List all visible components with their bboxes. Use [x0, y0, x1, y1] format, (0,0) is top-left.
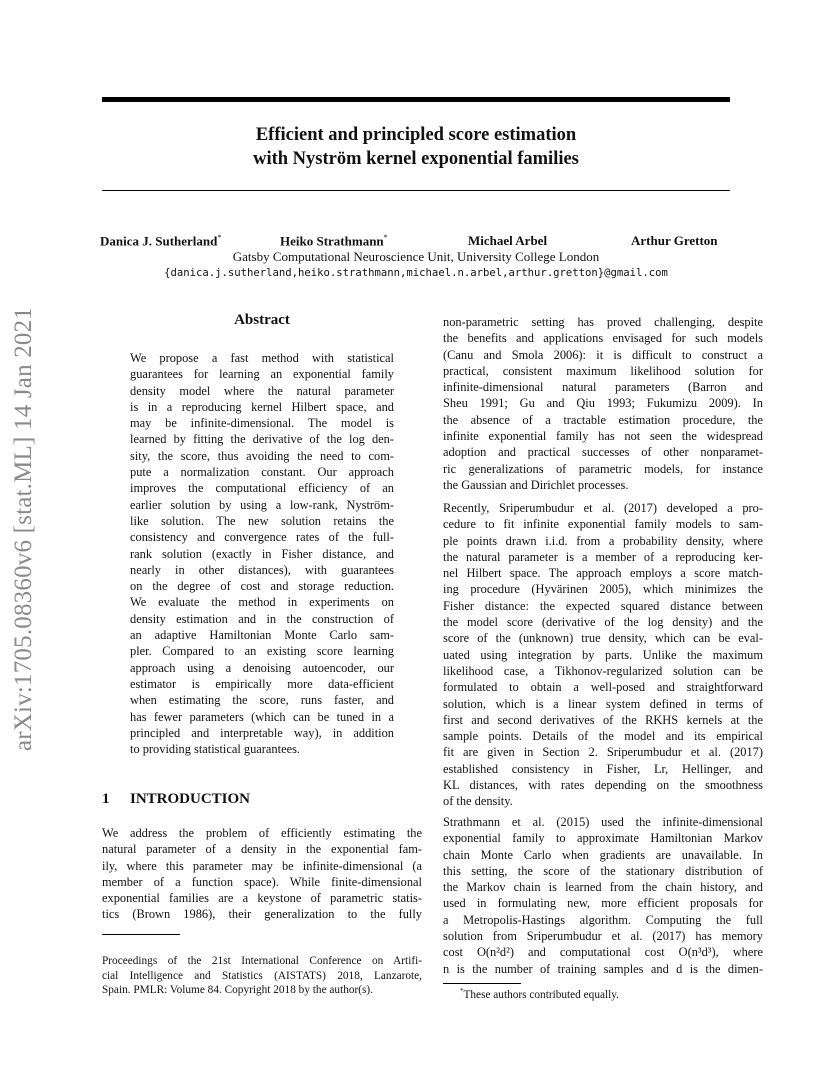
- section-title: INTRODUCTION: [130, 791, 251, 807]
- author: Heiko Strathmann*: [280, 233, 388, 249]
- section-heading-introduction: [102, 791, 250, 808]
- author-emails: {danica.j.sutherland,heiko.strathmann,michael.n.arbel,arthur.gretton}@gmail.com: [164, 267, 668, 279]
- abstract-heading: Abstract: [234, 312, 290, 328]
- author: Michael Arbel: [468, 233, 548, 248]
- section-number: 1: [102, 791, 110, 807]
- top-rule: [102, 97, 730, 102]
- author: Arthur Gretton: [631, 233, 718, 248]
- paper-title: [102, 123, 730, 171]
- title-line: with Nyström kernel exponential families: [253, 149, 579, 169]
- abstract-body: We propose a fast method with statistical guarantees for learning an exponential family density model where the natural parameter is in a reproducing kernel Hilbert space, and may be infinite-dimensional. The model is learned by fitting the derivative of the log den- sity, the score, thus avoiding the need to com- pute a normalization constant. Our approach improves the computational efficiency of an earlier solution by using a low-rank, Nyström- like solution. The new solution retains the consistency and convergence rates of the full- rank solution (exactly in Fisher distance, and nearly in other distances), with guarantees on the degree of cost and storage reduction. We evaluate the method in experiments on density estimation and in the construction of an adaptive Hamiltonian Monte Carlo sam- pler. Compared to an existing score learning approach using a denoising autoencoder, our estimator is empirically more data-efficient when estimating the score, runs faster, and has fewer parameters (which can be tuned in a principled and interpretable way), in addition to providing statistical guarantees.: [130, 351, 394, 757]
- title-rule: [102, 190, 730, 191]
- footnote-rule: [102, 934, 180, 935]
- equal-contribution-footnote: *These authors contributed equally.: [460, 987, 619, 1001]
- arxiv-side-stamp: [2, 284, 46, 774]
- proceedings-footnote: Proceedings of the 21st International Conference on Artifi- cial Intelligence and Statistics (AISTATS) 2018, Lanzarote, Spain. PMLR: Volume 84. Copyright 2018 by the author(s).: [102, 955, 422, 996]
- author: Danica J. Sutherland*: [100, 233, 222, 249]
- right-column-paragraph: Recently, Sriperumbudur et al. (2017) developed a pro- cedure to fit infinite exponential family models to sam- ple points drawn i.i.d. from a probability density, where the natural parameter is a member of a reproducing ker- nel Hilbert space. The approach employs a score match- ing procedure (Hyvärinen 2005), which minimizes the Fisher distance: the expected squared distance between the model score (derivative of the log density) and the score of the (unknown) true density, which can be eval- uated using integration by parts. Unlike the maximum likelihood case, a Tikhonov-regularized solution can be formulated to obtain a well-posed and straightforward solution, which is a linear system defined in terms of first and second derivatives of the RKHS kernels at the sample points. Details of the model and its empirical fit are given in Section 2. Sriperumbudur et al. (2017) established consistency in Fisher, Lr, Hellinger, and KL distances, with rates depending on the smoothness of the density.: [443, 501, 763, 809]
- title-line: Efficient and principled score estimation: [255, 125, 577, 145]
- footnote-rule: [443, 983, 521, 984]
- affiliation: Gatsby Computational Neuroscience Unit, University College London: [232, 249, 600, 264]
- right-column-paragraph: Strathmann et al. (2015) used the infinite-dimensional exponential family to approximate Hamiltonian Markov chain Monte Carlo when gradients are unavailable. In this setting, the score of the stationary distribution of the Markov chain is learned from the chain history, and used in formulating new, more efficient proposals for a Metropolis-Hastings algorithm. Computing the full solution from Sriperumbudur et al. (2017) has memory cost O(n²d²) and computational cost O(n³d³), where n is the number of training samples and d is the dimen-: [443, 815, 763, 976]
- arxiv-identifier: arXiv:1705.08360v6 [stat.ML] 14 Jan 2021: [10, 306, 37, 752]
- right-column-paragraph: non-parametric setting has proved challenging, despite the benefits and applications envisaged for such models (Canu and Smola 2006): it is difficult to construct a practical, consistent maximum likelihood solution for infinite-dimensional natural parameters (Barron and Sheu 1991; Gu and Qiu 1993; Fukumizu 2009). In the absence of a tractable estimation procedure, the infinite exponential family has not seen the widespread adoption and practical successes of other nonparamet- ric generalizations of parametric models, for instance the Gaussian and Dirichlet processes.: [443, 315, 763, 492]
- introduction-body: We address the problem of efficiently estimating the natural parameter of a density in the exponential fam- ily, where this parameter may be infinite-dimensional (a member of a function space). While finite-dimensional exponential families are a keystone of parametric statis- tics (Brown 1986), their generalization to the fully: [102, 826, 422, 922]
